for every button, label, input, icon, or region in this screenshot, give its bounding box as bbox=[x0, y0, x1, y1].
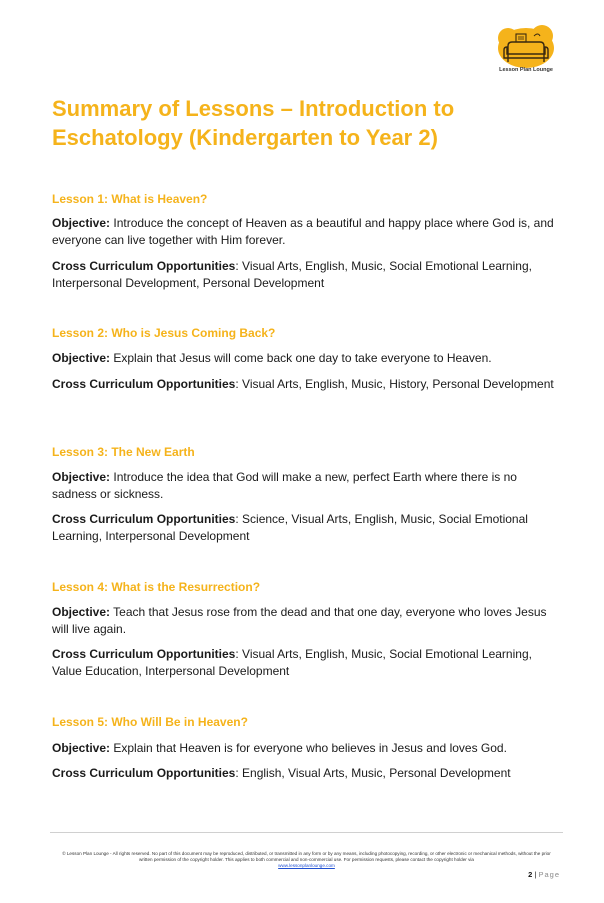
copyright-text: © Lesson Plan Lounge - All rights reserved. No part of this document may be reproduced, distributed, or transmitted in any form or by any means, including photocopying, recording, or other electronic or mechanical methods, without the prior written permission of the copyright holder. This applies to both commercial and non-commercial use. For permission requests, please contact the copyright holder via bbox=[62, 851, 551, 862]
objective-label: Objective: bbox=[52, 470, 111, 484]
lesson-cross-curriculum: Cross Curriculum Opportunities: Science, Visual Arts, English, Music, Social Emotional Learning, Interpersonal Development bbox=[52, 512, 528, 543]
lesson-heading: Lesson 4: What is the Resurrection? bbox=[52, 580, 261, 594]
page-number bbox=[500, 870, 560, 879]
objective-label: Objective: bbox=[52, 216, 111, 230]
cross-curriculum-label: Cross Curriculum Opportunities bbox=[52, 259, 236, 273]
lesson-objective bbox=[52, 604, 557, 638]
cross-curriculum-text: English, Visual Arts, Music, Personal Development bbox=[242, 766, 511, 780]
objective-label: Objective: bbox=[52, 741, 111, 755]
cross-curriculum-label: Cross Curriculum Opportunities bbox=[52, 766, 236, 780]
lesson-cross-curriculum: Cross Curriculum Opportunities: Visual Arts, English, Music, Social Emotional Learning, Value Education, Interpersonal Development bbox=[52, 647, 532, 678]
lesson-heading: Lesson 5: Who Will Be in Heaven? bbox=[52, 715, 248, 729]
lesson-objective bbox=[52, 350, 557, 367]
lesson-objective bbox=[52, 469, 557, 503]
cross-curriculum-label: Cross Curriculum Opportunities bbox=[52, 647, 236, 661]
objective-text: Introduce the idea that God will make a new, perfect Earth where there is no sadness or sickness. bbox=[52, 470, 517, 501]
lesson-objective bbox=[52, 215, 557, 249]
objective-text: Explain that Heaven is for everyone who believes in Jesus and loves God. bbox=[113, 741, 507, 755]
cross-curriculum-label: Cross Curriculum Opportunities bbox=[52, 512, 236, 526]
page-number-value: 2 bbox=[528, 870, 533, 879]
cross-curriculum-text: Visual Arts, English, Music, History, Personal Development bbox=[242, 377, 554, 391]
footer-divider bbox=[50, 832, 563, 833]
cross-curriculum-text: Visual Arts, English, Music, Social Emotional Learning, Interpersonal Development, Personal Development bbox=[52, 259, 532, 290]
cross-curriculum-label: Cross Curriculum Opportunities bbox=[52, 377, 236, 391]
cross-curriculum-text: Science, Visual Arts, English, Music, Social Emotional Learning, Interpersonal Development bbox=[52, 512, 528, 543]
brand-name: Lesson Plan Lounge bbox=[499, 67, 553, 73]
lesson-heading: Lesson 1: What is Heaven? bbox=[52, 192, 208, 206]
page-word: Page bbox=[538, 870, 560, 879]
lesson-cross-curriculum: Cross Curriculum Opportunities: Visual Arts, English, Music, Social Emotional Learning, Interpersonal Development, Personal Development bbox=[52, 259, 532, 290]
page-separator: | bbox=[534, 870, 537, 879]
footer-copyright bbox=[55, 851, 558, 869]
page-title: Summary of Lessons – Introduction to Eschatology (Kindergarten to Year 2) bbox=[52, 96, 455, 150]
objective-label: Objective: bbox=[52, 605, 111, 619]
lesson-objective bbox=[52, 740, 557, 757]
lounge-sofa-icon bbox=[494, 22, 558, 70]
objective-label: Objective: bbox=[52, 351, 111, 365]
lesson-heading: Lesson 2: Who is Jesus Coming Back? bbox=[52, 326, 276, 340]
lesson-cross-curriculum: Cross Curriculum Opportunities: Visual Arts, English, Music, History, Personal Development bbox=[52, 377, 554, 391]
lesson-heading: Lesson 3: The New Earth bbox=[52, 445, 195, 459]
cross-curriculum-text: Visual Arts, English, Music, Social Emotional Learning, Value Education, Interpersonal Development bbox=[52, 647, 532, 678]
objective-text: Explain that Jesus will come back one day to take everyone to Heaven. bbox=[113, 351, 492, 365]
objective-text: Teach that Jesus rose from the dead and that one day, everyone who loves Jesus will live again. bbox=[52, 605, 547, 636]
objective-text: Introduce the concept of Heaven as a beautiful and happy place where God is, and everyone can live together with Him forever. bbox=[52, 216, 554, 247]
website-link[interactable]: www.lessonplanlounge.com bbox=[278, 863, 335, 868]
lesson-cross-curriculum: Cross Curriculum Opportunities: English, Visual Arts, Music, Personal Development bbox=[52, 766, 511, 780]
